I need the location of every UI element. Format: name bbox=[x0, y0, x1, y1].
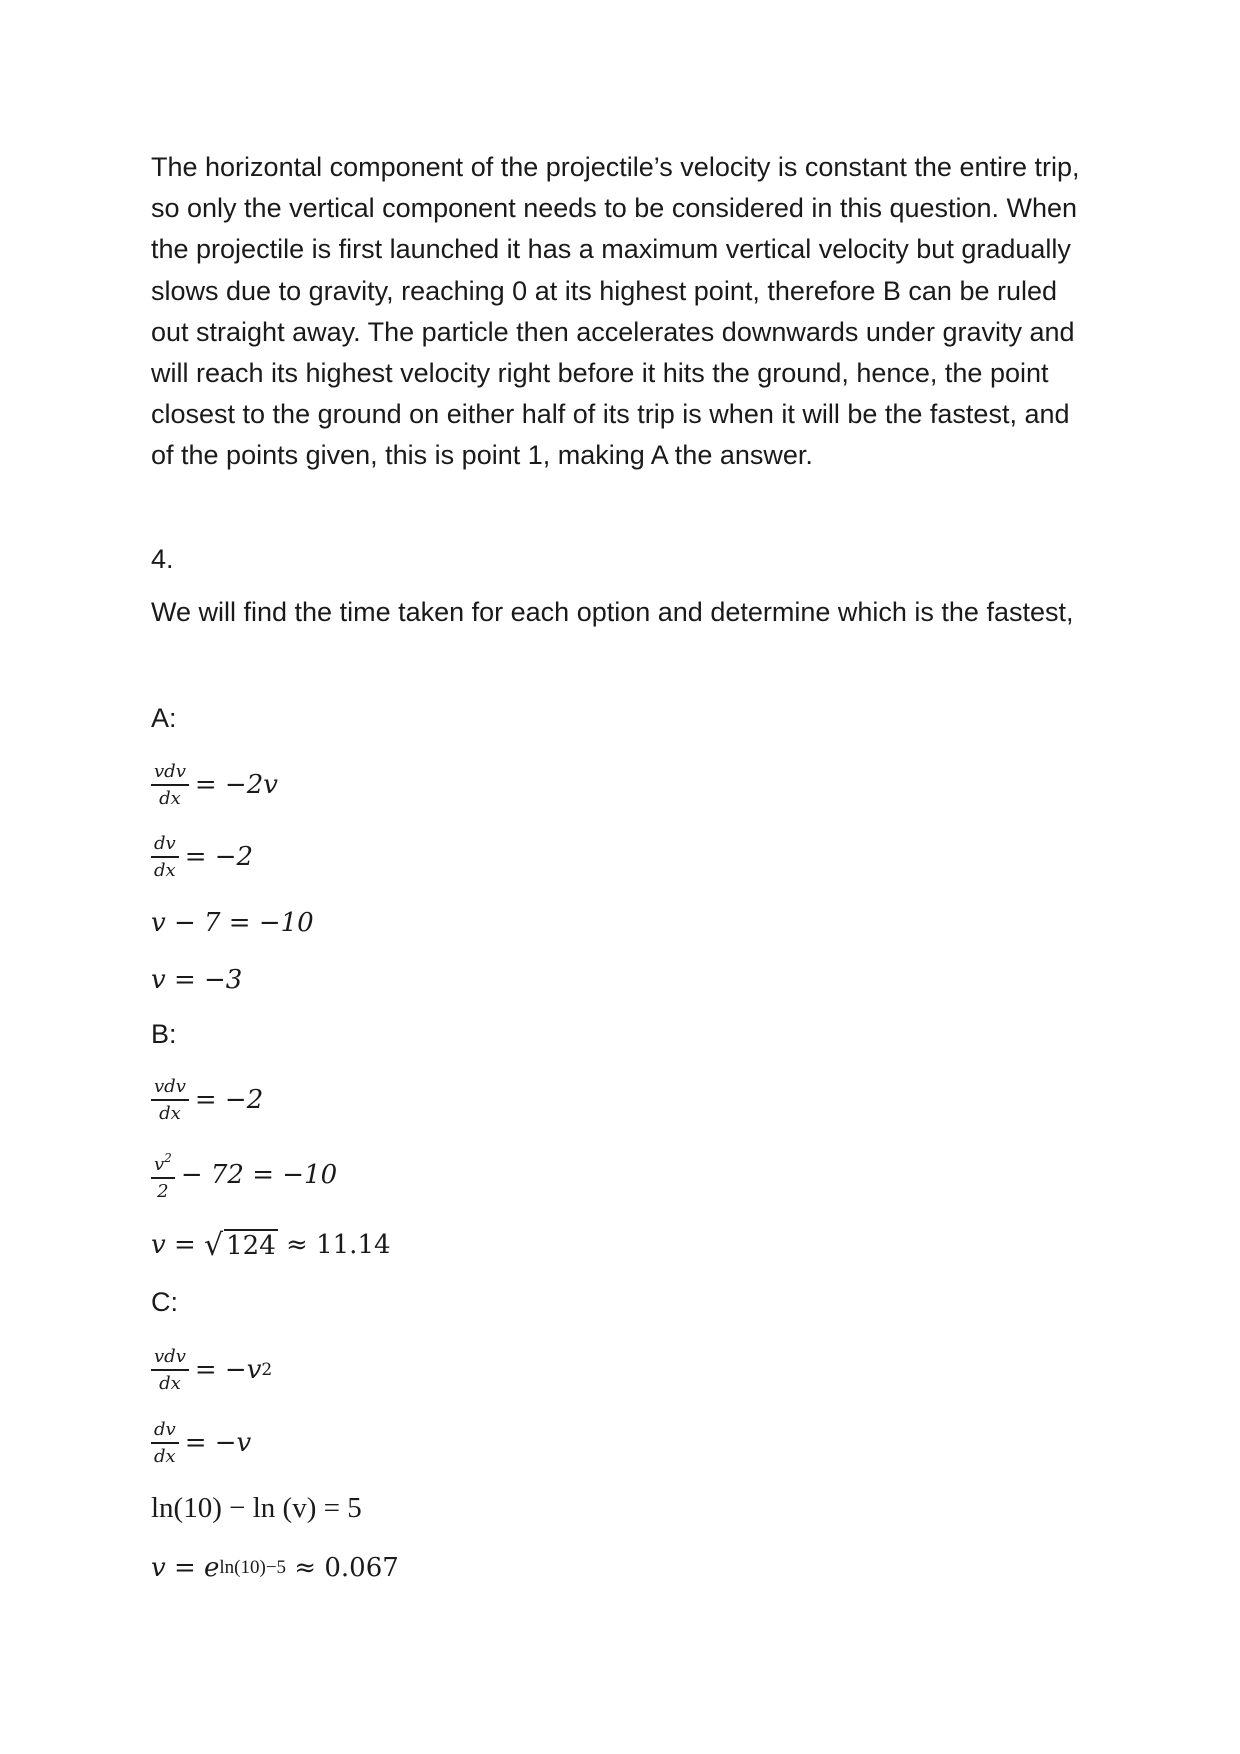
numerator: vdv bbox=[151, 762, 189, 786]
radical-sign-icon: √ bbox=[204, 1228, 224, 1263]
option-b-equation-2 bbox=[151, 1145, 337, 1205]
fraction bbox=[151, 1077, 189, 1124]
intro-paragraph: We will find the time taken for each option and determine which is the fastest, bbox=[151, 597, 1074, 627]
numerator: vdv bbox=[151, 1077, 189, 1101]
option-a-equation-3: v − 7 = −10 bbox=[151, 908, 314, 938]
radicand: 124 bbox=[226, 1231, 276, 1261]
equation-rhs: ≈ 0.067 bbox=[286, 1553, 399, 1583]
exponent: ln(10)−5 bbox=[219, 1557, 287, 1578]
denominator: dx bbox=[154, 859, 176, 881]
equation-rhs: = −v bbox=[184, 1428, 252, 1458]
denominator: dx bbox=[159, 787, 181, 809]
numerator: dv bbox=[151, 834, 179, 858]
numerator: dv bbox=[151, 1420, 179, 1444]
option-a-label: A: bbox=[151, 703, 177, 733]
option-b-equation-1 bbox=[151, 1070, 263, 1130]
option-c-equation-3: ln(10) − ln (v) = 5 bbox=[151, 1491, 362, 1524]
numerator bbox=[151, 1148, 175, 1179]
question-number: 4. bbox=[151, 544, 174, 574]
explanation-paragraph: The horizontal component of the projectile’s velocity is constant the entire trip, so only the vertical component needs to be considered in this question. When the projectile is first launched it has a maximum vertical velocity but gradually slows due to gravity, reaching 0 at its highest point, therefore B can be ruled out straight away. The particle then accelerates downwards under gravity and will reach its highest velocity right before it hits the ground, hence, the point closest to the ground on either half of its trip is when it will be the fastest, and of the points given, this is point 1, making A the answer. bbox=[151, 152, 1080, 471]
fraction bbox=[151, 762, 189, 809]
denominator: dx bbox=[159, 1372, 181, 1394]
equation-lhs: v = bbox=[151, 1230, 205, 1260]
option-a-equation-2 bbox=[151, 827, 253, 887]
option-a-equation-1 bbox=[151, 755, 278, 815]
option-c-equation-4 bbox=[151, 1538, 399, 1598]
fraction bbox=[151, 1148, 175, 1202]
denominator: dx bbox=[154, 1445, 176, 1467]
equation-rhs: − 72 = −10 bbox=[180, 1160, 338, 1190]
option-b-label: B: bbox=[151, 1019, 177, 1049]
option-c-label: C: bbox=[151, 1287, 178, 1317]
numerator-exponent: 2 bbox=[164, 1151, 172, 1165]
numerator: vdv bbox=[151, 1347, 189, 1371]
rhs-exponent: 2 bbox=[261, 1360, 273, 1380]
equation-rhs: = −2 bbox=[194, 1085, 264, 1115]
denominator: dx bbox=[159, 1102, 181, 1124]
denominator: 2 bbox=[157, 1181, 169, 1202]
fraction bbox=[151, 1420, 179, 1467]
equation-rhs: = −v bbox=[194, 1355, 262, 1385]
square-root bbox=[204, 1229, 278, 1261]
equation-rhs: ≈ 11.14 bbox=[277, 1230, 391, 1260]
fraction bbox=[151, 834, 179, 881]
option-c-equation-1 bbox=[151, 1340, 272, 1400]
option-a-equation-4: v = −3 bbox=[151, 965, 243, 995]
equation-lhs: v = e bbox=[151, 1553, 220, 1583]
option-b-equation-3 bbox=[151, 1215, 391, 1275]
equation-rhs: = −2 bbox=[184, 842, 254, 872]
fraction bbox=[151, 1347, 189, 1394]
equation-rhs: = −2v bbox=[194, 770, 278, 800]
option-c-equation-2 bbox=[151, 1413, 251, 1473]
numerator-base: v bbox=[154, 1154, 165, 1175]
